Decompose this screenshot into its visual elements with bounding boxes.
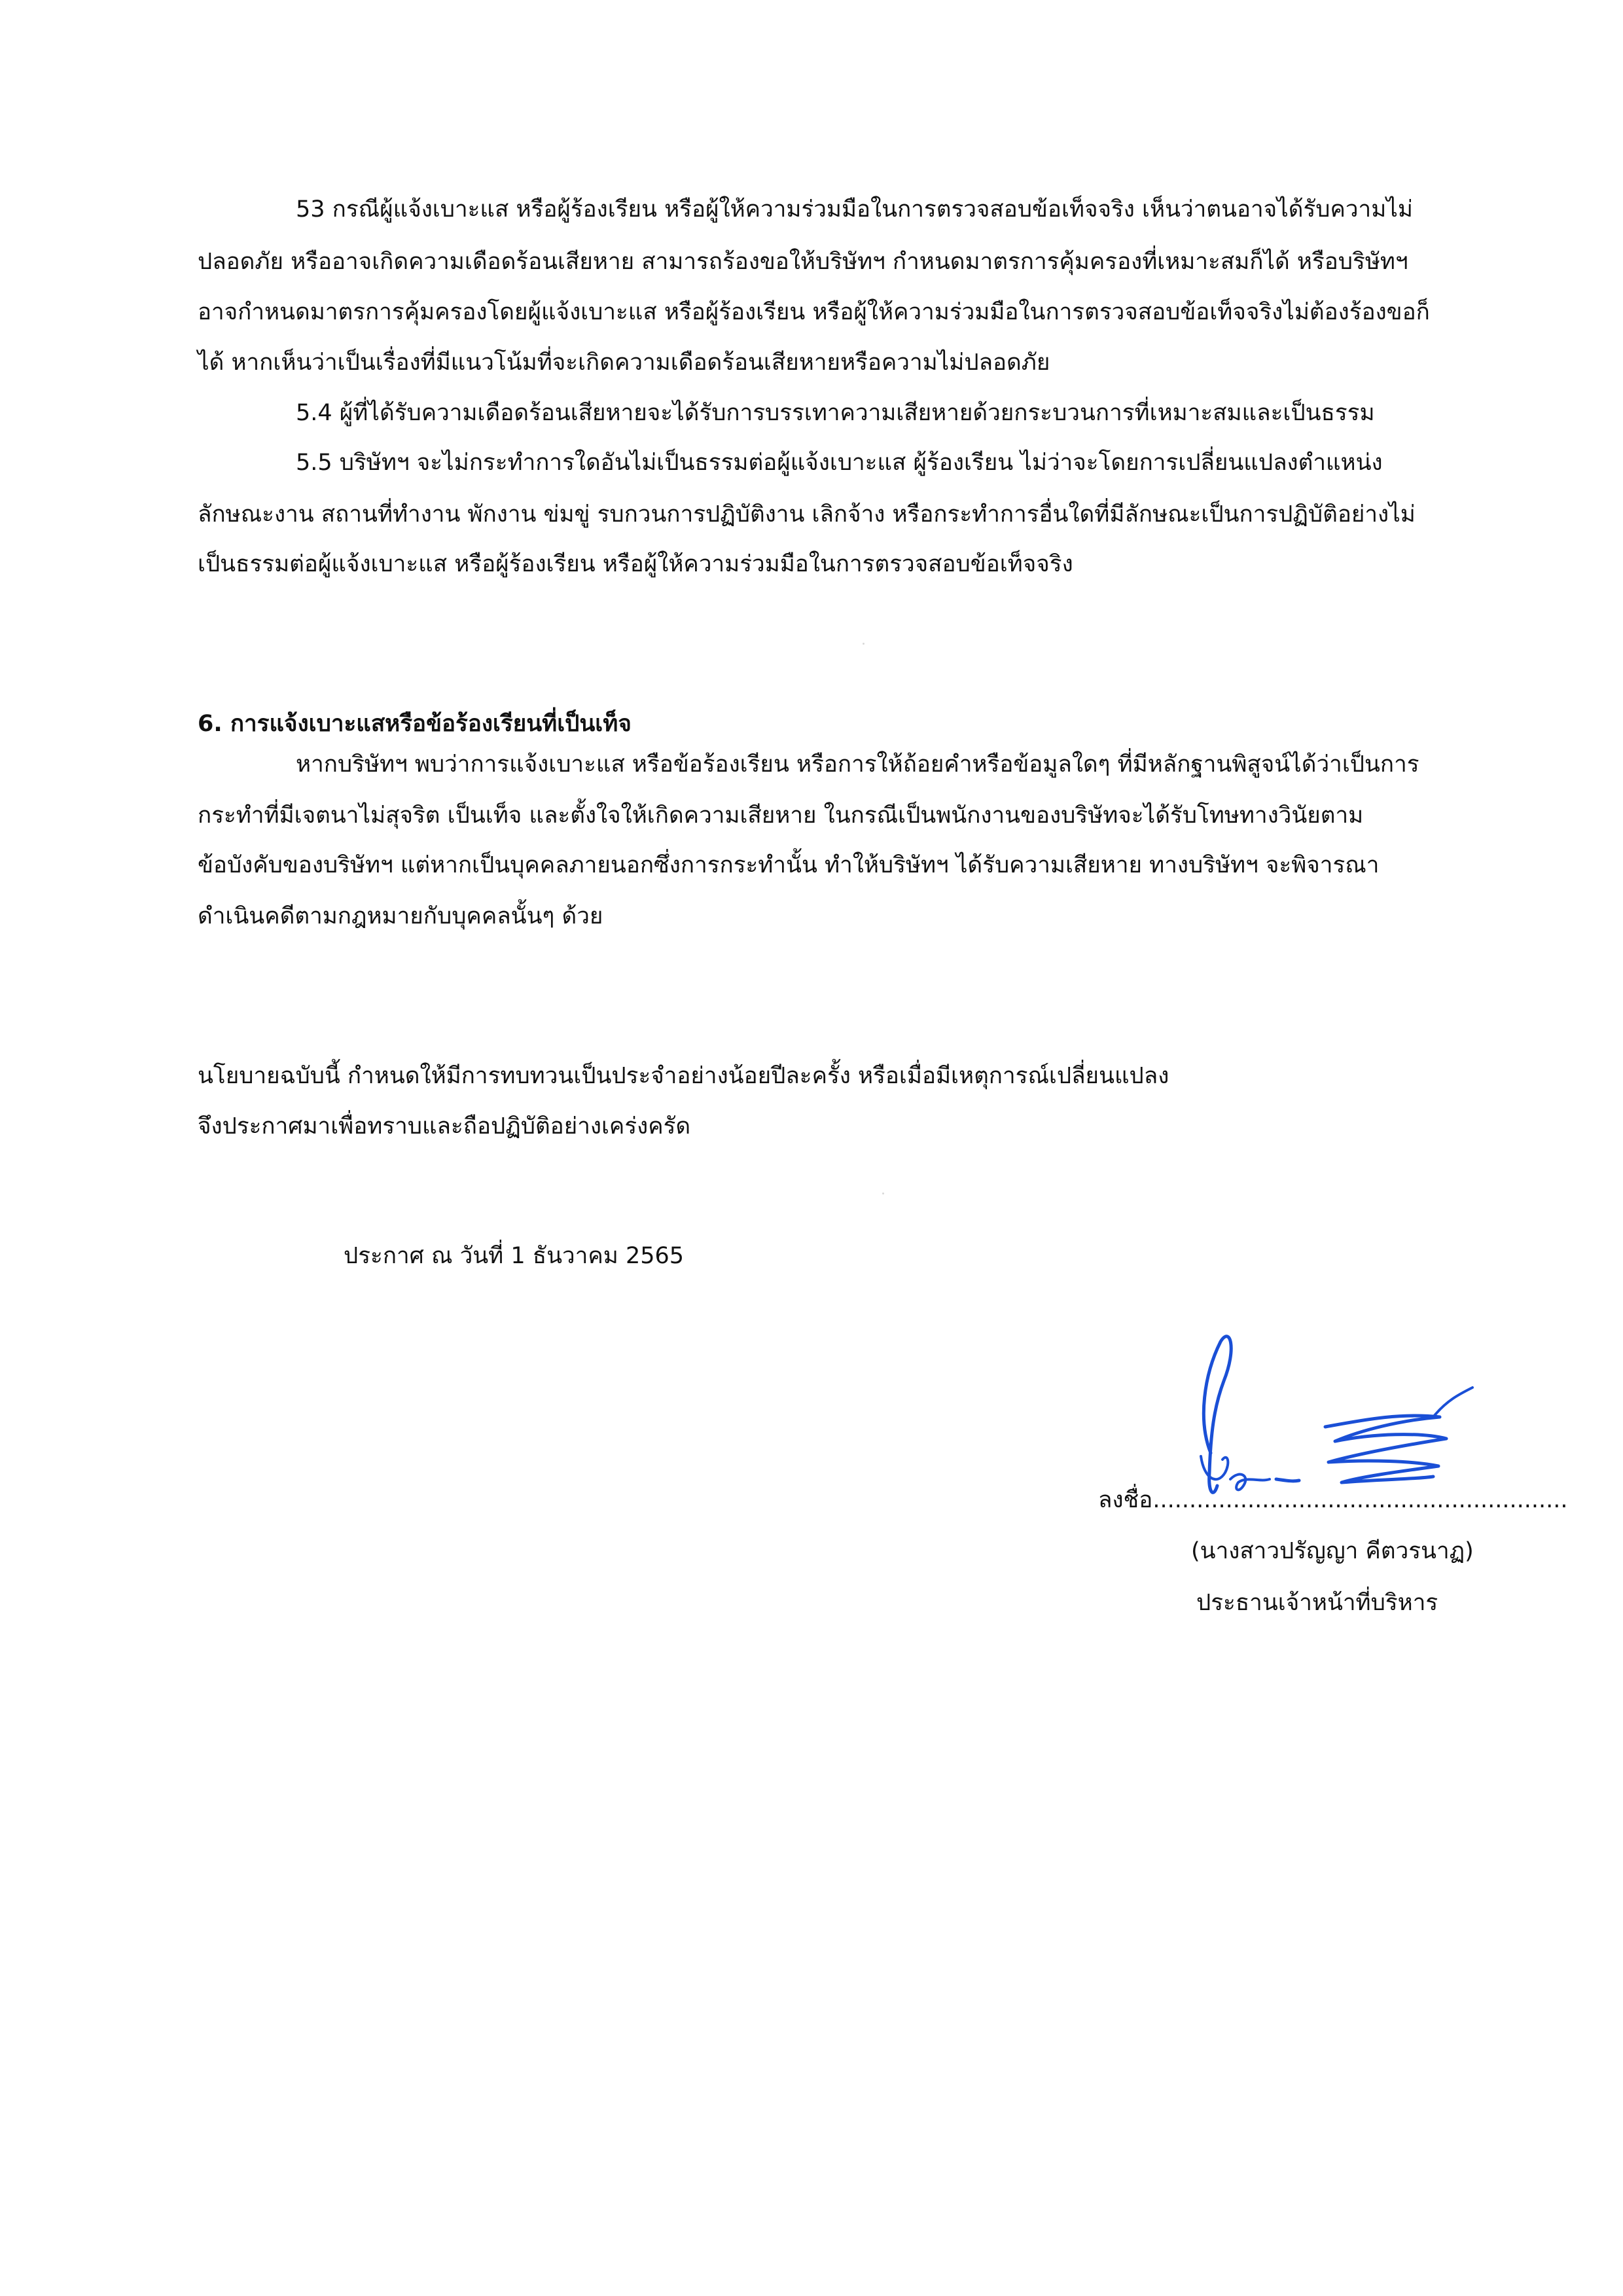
para-55-line-2: ลักษณะงาน สถานที่ทำงาน พักงาน ข่มขู่ รบกวนการปฏิบัติงาน เลิกจ้าง หรือกระทำการอื่นใดที่มีลักษณะเป็นการปฏิบัติอย่างไม่ xyxy=(198,501,1416,528)
section-6-line-2: กระทำที่มีเจตนาไม่สุจริต เป็นเท็จ และตั้งใจให้เกิดความเสียหาย ในกรณีเป็นพนักงานของบริษัทจะได้รับโทษทางวินัยตาม xyxy=(198,802,1364,829)
policy-line-1: นโยบายฉบับนี้ กำหนดให้มีการทบทวนเป็นประจำอย่างน้อยปีละครั้ง หรือเมื่อมีเหตุการณ์เปลี่ยนแปลง xyxy=(198,1063,1169,1089)
sign-label-text: ลงชื่อ xyxy=(1098,1487,1153,1513)
para-53-line-1: 53 กรณีผู้แจ้งเบาะแส หรือผู้ร้องเรียน หรือผู้ให้ความร่วมมือในการตรวจสอบข้อเท็จจริง เห็นว่าตนอาจได้รับความไม่ xyxy=(296,196,1413,223)
para-55-line-3: เป็นธรรมต่อผู้แจ้งเบาะแส หรือผู้ร้องเรียน หรือผู้ให้ความร่วมมือในการตรวจสอบข้อเท็จจริง xyxy=(198,551,1073,577)
section-6-heading: 6. การแจ้งเบาะแสหรือข้อร้องเรียนที่เป็นเท็จ xyxy=(198,711,632,737)
policy-line-2: จึงประกาศมาเพื่อทราบและถือปฏิบัติอย่างเคร่งครัด xyxy=(198,1113,691,1139)
announcement-date: ประกาศ ณ วันที่ 1 ธันวาคม 2565 xyxy=(344,1243,685,1269)
section-6-line-1: หากบริษัทฯ พบว่าการแจ้งเบาะแส หรือข้อร้องเรียน หรือการให้ถ้อยคำหรือข้อมูลใดๆ ที่มีหลักฐานพิสูจน์ได้ว่าเป็นการ xyxy=(296,751,1419,778)
section-6-line-4: ดำเนินคดีตามกฎหมายกับบุคคลนั้นๆ ด้วย xyxy=(198,903,603,929)
signatory-name: (นางสาวปรัญญา คีตวรนาฏ) xyxy=(1191,1538,1474,1564)
signatory-position: ประธานเจ้าหน้าที่บริหาร xyxy=(1196,1590,1438,1616)
para-53-line-4: ได้ หากเห็นว่าเป็นเรื่องที่มีแนวโน้มที่จะเกิดความเดือดร้อนเสียหายหรือความไม่ปลอดภัย xyxy=(198,350,1050,376)
para-53-line-3: อาจกำหนดมาตรการคุ้มครองโดยผู้แจ้งเบาะแส หรือผู้ร้องเรียน หรือผู้ให้ความร่วมมือในการตรวจสอบข้อเท็จจริงไม่ต้องร้องขอก็ xyxy=(198,299,1430,325)
sign-dots: ......................................................... xyxy=(1152,1487,1568,1513)
para-53-line-2: ปลอดภัย หรืออาจเกิดความเดือดร้อนเสียหาย สามารถร้องขอให้บริษัทฯ กำหนดมาตรการคุ้มครองที่เหมาะสมก็ได้ หรือบริษัทฯ xyxy=(198,249,1408,275)
section-6-line-3: ข้อบังคับของบริษัทฯ แต่หากเป็นบุคคลภายนอกซึ่งการกระทำนั้น ทำให้บริษัทฯ ได้รับความเสียหาย ทางบริษัทฯ จะพิจารณา xyxy=(198,852,1380,878)
handwritten-signature xyxy=(1165,1322,1505,1532)
para-55-line-1: 5.5 บริษัทฯ จะไม่กระทำการใดอันไม่เป็นธรรมต่อผู้แจ้งเบาะแส ผู้ร้องเรียน ไม่ว่าจะโดยการเปลี่ยนแปลงตำแหน่ง xyxy=(296,450,1383,476)
scan-speck xyxy=(863,643,865,645)
scan-speck xyxy=(882,1193,884,1194)
para-54-line-1: 5.4 ผู้ที่ได้รับความเดือดร้อนเสียหายจะได้รับการบรรเทาความเสียหายด้วยกระบวนการที่เหมาะสมและเป็นธรรม xyxy=(296,400,1375,426)
